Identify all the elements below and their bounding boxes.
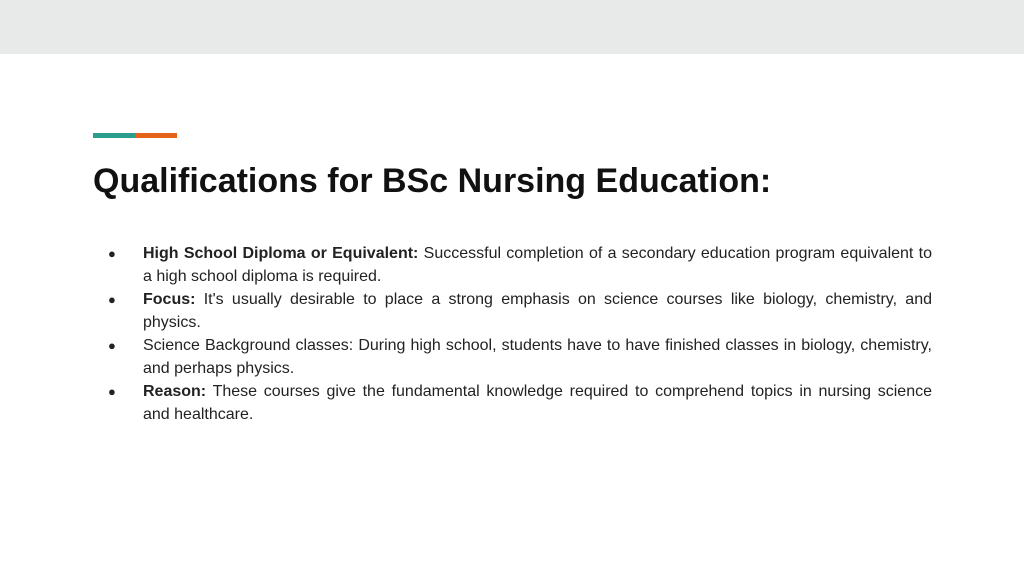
bullet-item-diploma <box>108 242 932 288</box>
bullet-term: High School Diploma or Equivalent: <box>143 245 419 262</box>
bullet-dot-icon: ● <box>108 384 116 399</box>
bullet-text: Successful completion of a secondary education program equivalent to a high school diploma is required. <box>143 245 932 285</box>
slide-title: Qualifications for BSc Nursing Education: <box>93 162 772 200</box>
bullet-term: Reason: <box>143 383 207 400</box>
bullet-dot-icon: ● <box>108 246 116 261</box>
bullet-text: These courses give the fundamental knowledge required to comprehend topics in nursing science and healthcare. <box>143 383 932 423</box>
accent-teal-segment <box>93 133 135 138</box>
bullet-dot-icon: ● <box>108 292 116 307</box>
bullet-term: Focus: <box>143 291 196 308</box>
bullet-list <box>108 242 932 426</box>
bullet-dot-icon: ● <box>108 338 116 353</box>
bullet-item-focus <box>108 288 932 334</box>
title-accent-bar <box>93 133 177 138</box>
top-band <box>0 0 1024 54</box>
bullet-text: Science Background classes: During high school, students have to have finished classes in biology, chemistry, and perhaps physics. <box>143 337 932 377</box>
bullet-text: It's usually desirable to place a strong emphasis on science courses like biology, chemistry, and physics. <box>143 291 932 331</box>
bullet-item-reason <box>108 380 932 426</box>
accent-orange-segment <box>135 133 177 138</box>
bullet-item-science-background <box>108 334 932 380</box>
